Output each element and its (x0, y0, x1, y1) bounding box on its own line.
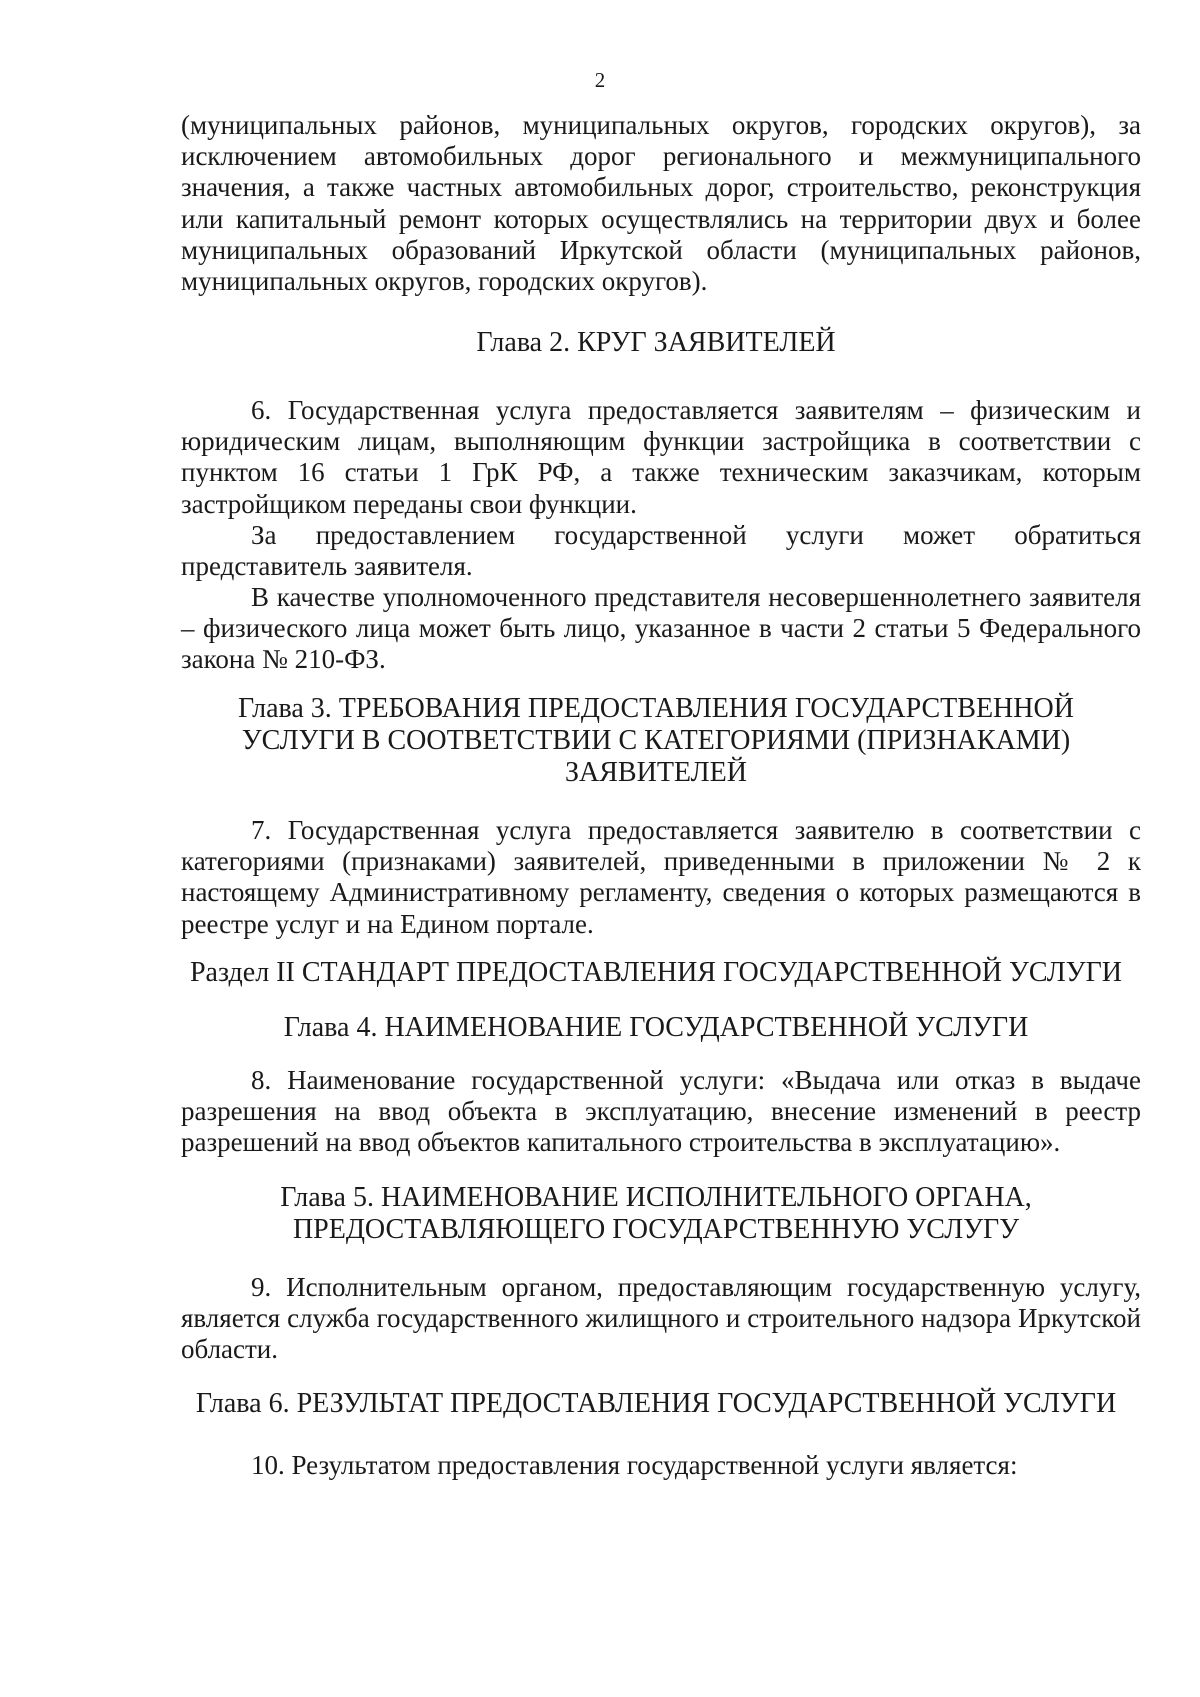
section-2-heading: Раздел II СТАНДАРТ ПРЕДОСТАВЛЕНИЯ ГОСУДАРСТВЕННОЙ УСЛУГИ (189, 957, 1123, 988)
intro-paragraph: (муниципальных районов, муниципальных округов, городских округов), за исключением автомобильных дорог регионального и межмуниципального значения, а также частных автомобильных дорог, строительство, реконструкция или капитальный ремонт которых осуществлялись на территории двух и более муниципальных образований Иркутской области (муниципальных районов, муниципальных округов, городских округов). (181, 110, 1141, 297)
chapter-3-heading (170, 693, 1142, 789)
paragraph-9: 9. Исполнительным органом, предоставляющим государственную услугу, является служба государственного жилищного и строительного надзора Иркутской области. (181, 1272, 1141, 1365)
chapter-3-heading-line-2: УСЛУГИ В СООТВЕТСТВИИ С КАТЕГОРИЯМИ (ПРИЗНАКАМИ) (241, 725, 1071, 756)
paragraph-6-representative: За предоставлением государственной услуги может обратиться представитель заявителя. (181, 520, 1141, 582)
chapter-4-heading: Глава 4. НАИМЕНОВАНИЕ ГОСУДАРСТВЕННОЙ УСЛУГИ (283, 1012, 1029, 1043)
page-number: 2 (594, 68, 606, 92)
chapter-6-heading: Глава 6. РЕЗУЛЬТАТ ПРЕДОСТАВЛЕНИЯ ГОСУДАРСТВЕННОЙ УСЛУГИ (195, 1388, 1117, 1419)
chapter-5-heading-line-2: ПРЕДОСТАВЛЯЮЩЕГО ГОСУДАРСТВЕННУЮ УСЛУГУ (292, 1214, 1020, 1245)
paragraph-6-minor: В качестве уполномоченного представителя несовершеннолетнего заявителя – физического лица может быть лицо, указанное в части 2 статьи 5 Федерального закона № 210-ФЗ. (181, 582, 1141, 675)
paragraph-7: 7. Государственная услуга предоставляется заявителю в соответствии с категориями (признаками) заявителей, приведенными в приложении № 2 к настоящему Административному регламенту, сведения о которых размещаются в реестре услуг и на Едином портале. (181, 815, 1141, 939)
chapter-5-heading (170, 1182, 1142, 1246)
paragraph-6: 6. Государственная услуга предоставляется заявителям – физическим и юридическим лицам, выполняющим функции застройщика в соответствии с пунктом 16 статьи 1 ГрК РФ, а также техническим заказчикам, которым застройщиком переданы свои функции. (181, 395, 1141, 519)
chapter-5-heading-line-1: Глава 5. НАИМЕНОВАНИЕ ИСПОЛНИТЕЛЬНОГО ОРГАНА, (280, 1182, 1032, 1213)
paragraph-10: 10. Результатом предоставления государственной услуги является: (251, 1450, 1018, 1480)
chapter-3-heading-line-3: ЗАЯВИТЕЛЕЙ (565, 757, 747, 788)
paragraph-8: 8. Наименование государственной услуги: «Выдача или отказ в выдаче разрешения на ввод объекта в эксплуатацию, внесение изменений в реестр разрешений на ввод объектов капитального строительства в эксплуатацию». (181, 1065, 1141, 1158)
chapter-2-heading: Глава 2. КРУГ ЗАЯВИТЕЛЕЙ (476, 327, 836, 358)
chapter-3-heading-line-1: Глава 3. ТРЕБОВАНИЯ ПРЕДОСТАВЛЕНИЯ ГОСУДАРСТВЕННОЙ (238, 693, 1074, 724)
